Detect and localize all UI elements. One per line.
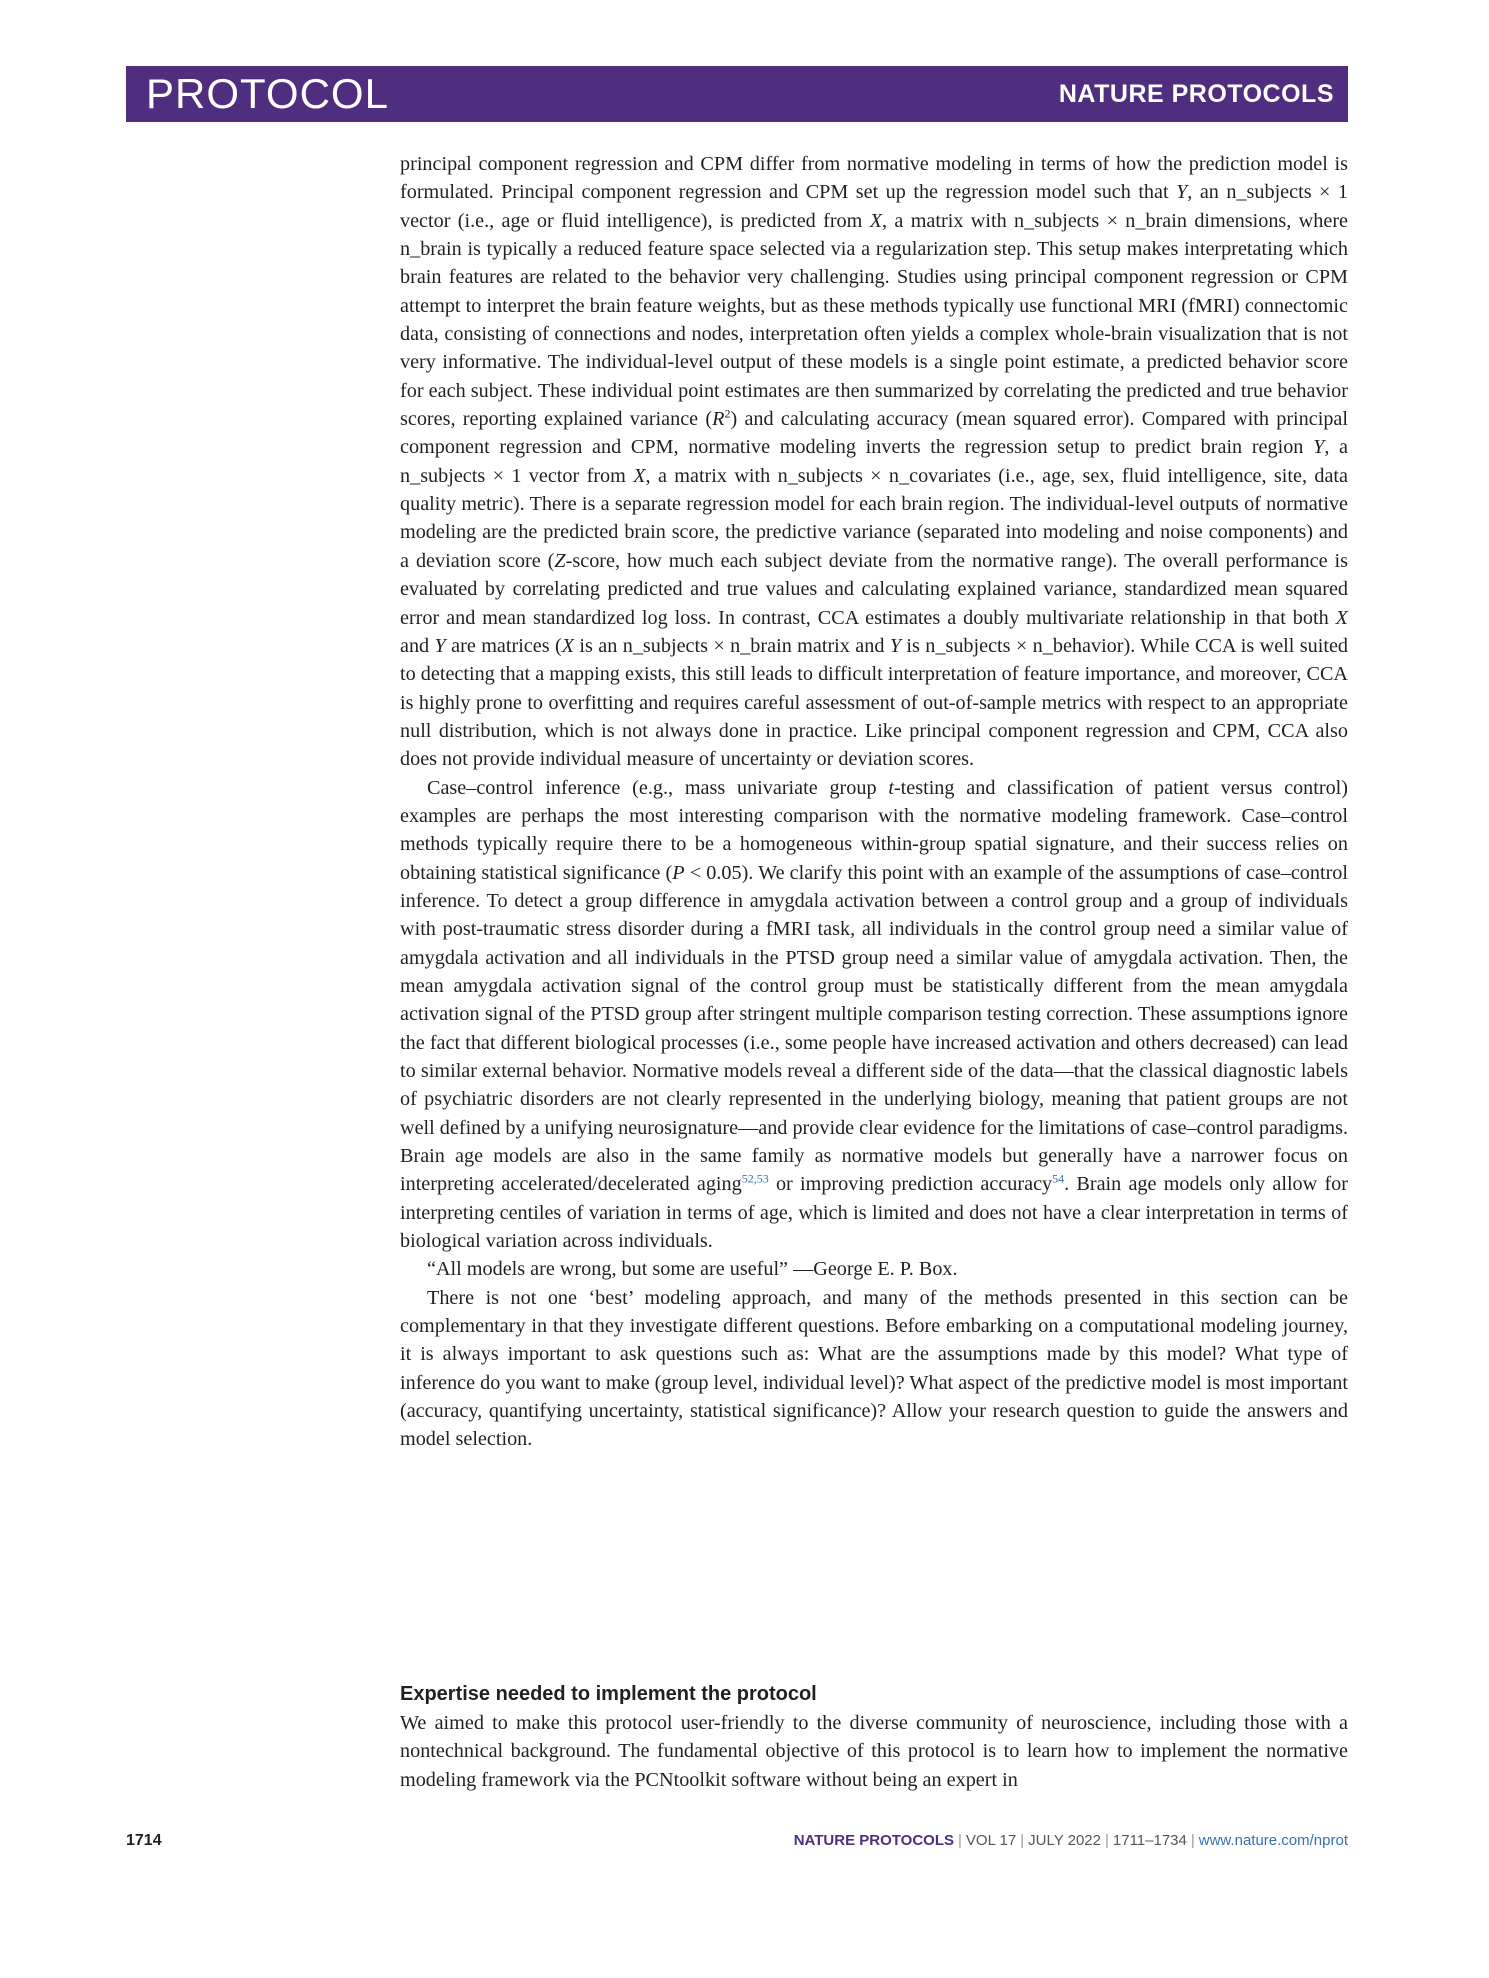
header-bar [126, 66, 1348, 122]
page-number: 1714 [126, 1832, 162, 1849]
paragraph: “All models are wrong, but some are useful” —George E. P. Box. [427, 1258, 958, 1281]
citation-line: NATURE PROTOCOLS | VOL 17 | JULY 2022 | 1711–1734 | www.nature.com/nprot [793, 1832, 1348, 1849]
paragraph: We aimed to make this protocol user-friendly to the diverse community of neuroscience, including those with a nontechnical background. The fundamental objective of this protocol is to learn how to implement the normative modeling framework via the PCNtoolkit software without being an expert in [400, 1712, 1348, 1791]
footer-volume: VOL 17 [965, 1832, 1017, 1849]
footer-url-link[interactable]: www.nature.com/nprot [1198, 1832, 1348, 1849]
paragraph: Case–control inference (e.g., mass univariate group t-testing and classification of patient versus control) examples are perhaps the most interesting comparison with the normative modeling framework. Case–control methods typically require there to be a homogeneous within-group spatial signature, and their success relies on obtaining statistical significance (P < 0.05). We clarify this point with an example of the assumptions of case–control inference. To detect a group difference in amygdala activation between a control group and a group of individuals with post-traumatic stress disorder during a fMRI task, all individuals in the control group need a similar value of amygdala activation and all individuals in the PTSD group need a similar value of amygdala activation. Then, the mean amygdala activation signal of the control group must be statistically different from the mean amygdala activation signal of the PTSD group after stringent multiple comparison testing correction. These assumptions ignore the fact that different biological processes (i.e., some people have increased activation and others decreased) can lead to similar external behavior. Normative models reveal a different side of the data—that the classical diagnostic labels of psychiatric disorders are not clearly represented in the underlying biology, meaning that patient groups are not well defined by a unifying neurosignature—and provide clear evidence for the limitations of case–control paradigms. Brain age models are also in the same family as normative models but generally have a narrower focus on interpreting accelerated/decelerated aging$^{52,53}$ or improving prediction accuracy$^{54}$. Brain age models only allow for interpreting centiles of variation in terms of age, which is limited and does not have a clear interpretation in terms of biological variation across individuals. [400, 776, 1349, 1253]
paragraph: There is not one ‘best’ modeling approach, and many of the methods presented in this section can be complementary in that they investigate different questions. Before embarking on a computational modeling journey, it is always important to ask questions such as: What are the assumptions made by this model? What type of inference do you want to make (group level, individual level)? What aspect of the predictive model is most important (accuracy, quantifying uncertainty, statistical significance)? Allow your research question to guide the answers and model selection. [400, 1286, 1348, 1451]
footer-date: JULY 2022 [1028, 1832, 1101, 1849]
page-footer [0, 1828, 1489, 1858]
journal-name: NATURE PROTOCOLS [1058, 80, 1334, 108]
main-body-text [400, 150, 1348, 1454]
section-body-text [400, 1709, 1348, 1794]
article-type-label: PROTOCOL [146, 70, 389, 117]
paragraph: principal component regression and CPM differ from normative modeling in terms of how the prediction model is formulated. Principal component regression and CPM set up the regression model such that Y, an n_subjects × 1 vector (i.e., age or fluid intelligence), is predicted from X, a matrix with n_subjects × n_brain dimensions, where n_brain is typically a reduced feature space selected via a regularization step. This setup makes interpretating which brain features are related to the behavior very challenging. Studies using principal component regression or CPM attempt to interpret the brain feature weights, but as these methods typically use functional MRI (fMRI) connectomic data, consisting of connections and nodes, interpretation often yields a complex whole-brain visualization that is not very informative. The individual-level output of these models is a single point estimate, a predicted behavior score for each subject. These individual point estimates are then summarized by correlating the predicted and true behavior scores, reporting explained variance $(R^2)$ and calculating accuracy (mean squared error). Compared with principal component regression and CPM, normative modeling inverts the regression setup to predict brain region Y, a n_subjects × 1 vector from X, a matrix with n_subjects × n_covariates (i.e., age, sex, fluid intelligence, site, data quality metric). There is a separate regression model for each brain region. The individual-level outputs of normative modeling are the predicted brain score, the predictive variance (separated into modeling and noise components) and a deviation score (Z-score, how much each subject deviate from the normative range). The overall performance is evaluated by correlating predicted and true values and calculating explained variance, standardized mean squared error and mean standardized log loss. In contrast, CCA estimates a doubly multivariate relationship in that both X and Y are matrices (X is an n_subjects × n_brain matrix and Y is n_subjects × n_behavior). While CCA is well suited to detecting that a mapping exists, this still leads to difficult interpretation of feature importance, and moreover, CCA is highly prone to overfitting and requires careful assessment of out-of-sample metrics with respect to an appropriate null distribution, which is not always done in practice. Like principal component regression and CPM, CCA also does not provide individual measure of uncertainty or deviation scores. [400, 153, 1349, 771]
footer-pages: 1711–1734 [1112, 1832, 1187, 1849]
section-heading: Expertise needed to implement the protocol [400, 1683, 817, 1705]
footer-journal: NATURE PROTOCOLS [793, 1832, 955, 1849]
